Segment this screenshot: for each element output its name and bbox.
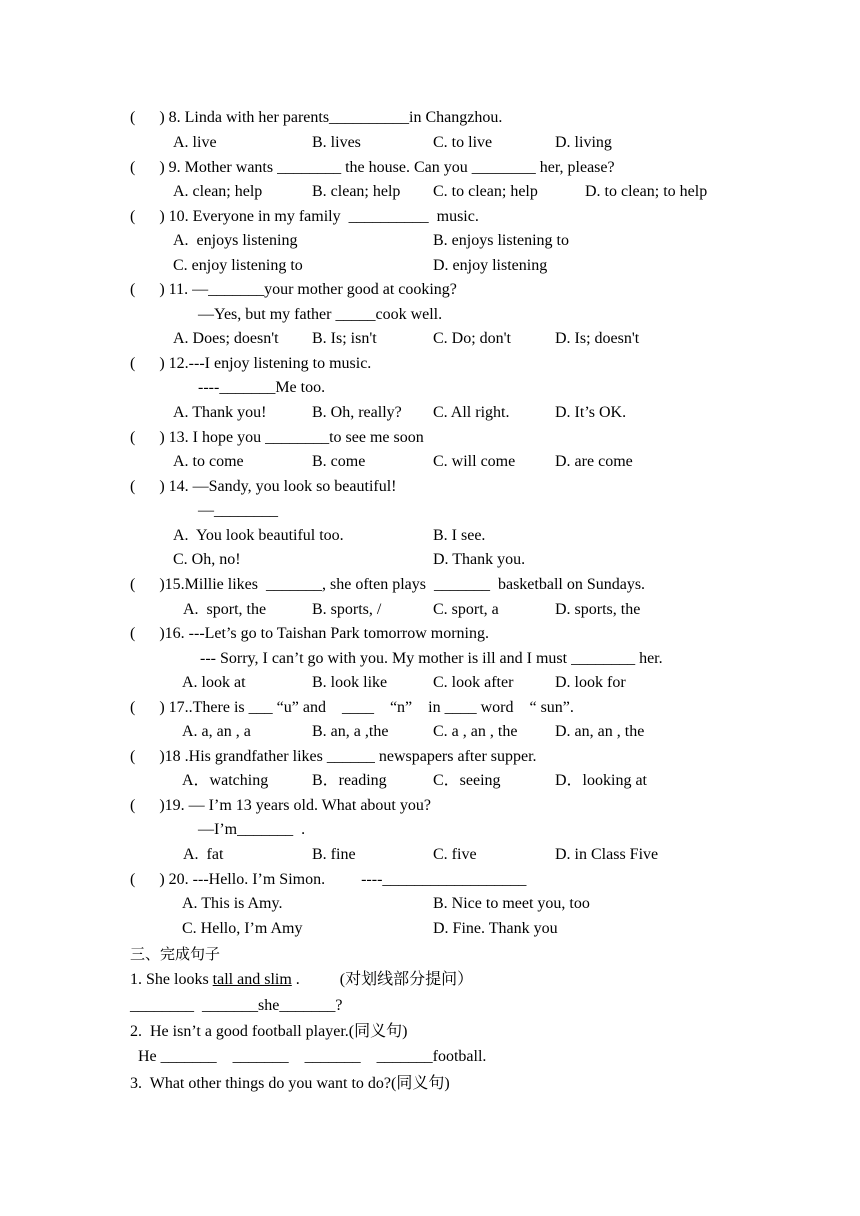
q13-option-c: C. will come xyxy=(433,453,516,470)
q10-option-c: C. enjoy listening to xyxy=(173,257,303,274)
q16-option-d: D. look for xyxy=(555,674,626,691)
question-10-stem: ( ) 10. Everyone in my family __________ music. xyxy=(130,208,479,225)
q9-option-b: B. clean; help xyxy=(312,183,401,200)
q8-option-a: A. live xyxy=(173,134,217,151)
question-9-stem: ( ) 9. Mother wants ________ the house. Can you ________ her, please? xyxy=(130,159,615,176)
q17-option-b: B. an, a ,the xyxy=(312,723,389,740)
question-15-stem: ( )15.Millie likes _______, she often plays _______ basketball on Sundays. xyxy=(130,576,646,593)
q12-option-a: A. Thank you! xyxy=(173,404,267,421)
question-16-stem: ( )16. ---Let’s go to Taishan Park tomorrow morning. xyxy=(130,625,489,642)
q15-option-b: B. sports, / xyxy=(312,601,382,618)
question-11-sub: —Yes, but my father _____cook well. xyxy=(198,306,443,323)
sentence-2-blank: He _______ _______ _______ _______football. xyxy=(130,1048,487,1065)
sentence-1-underlined: tall and slim xyxy=(212,971,292,988)
q15-option-a: A. sport, the xyxy=(183,601,267,618)
q11-option-c: C. Do; don't xyxy=(433,330,511,347)
q15-option-c: C. sport, a xyxy=(433,601,499,618)
q20-option-b: B. Nice to meet you, too xyxy=(433,895,590,912)
q12-option-b: B. Oh, really? xyxy=(312,404,402,421)
question-18-stem: ( )18 .His grandfather likes ______ newspapers after supper. xyxy=(130,748,537,765)
question-14-stem: ( ) 14. —Sandy, you look so beautiful! xyxy=(130,478,397,495)
question-14-sub: —________ xyxy=(198,502,278,519)
q17-option-d: D. an, an , the xyxy=(555,723,645,740)
q18-option-a: A．watching xyxy=(182,772,269,789)
q8-option-c: C. to live xyxy=(433,134,493,151)
q16-option-c: C. look after xyxy=(433,674,514,691)
section-3-title: 三、完成句子 xyxy=(130,945,221,963)
q13-option-b: B. come xyxy=(312,453,366,470)
q18-option-d: D．looking at xyxy=(555,772,647,789)
question-17-stem: ( ) 17..There is ___ “u” and ____ “n” in ____ word “ sun”. xyxy=(130,699,574,716)
sentence-1 xyxy=(130,970,473,990)
sentence-2: 2. He isn’t a good football player.(同义句) xyxy=(130,1023,408,1040)
q17-option-a: A. a, an , a xyxy=(182,723,251,740)
q12-option-d: D. It’s OK. xyxy=(555,404,627,421)
sentence-1-pre: 1. She looks xyxy=(130,971,213,988)
q19-option-a: A. fat xyxy=(183,846,224,863)
q19-option-c: C. five xyxy=(433,846,477,863)
q17-option-c: C. a , an , the xyxy=(433,723,518,740)
q14-option-c: C. Oh, no! xyxy=(173,551,241,568)
q13-option-d: D. are come xyxy=(555,453,633,470)
question-12-sub: ----_______Me too. xyxy=(198,379,326,396)
q10-option-a: A. enjoys listening xyxy=(173,232,298,249)
sentence-3: 3. What other things do you want to do?(同义句) xyxy=(130,1075,450,1092)
q11-option-a: A. Does; doesn't xyxy=(173,330,279,347)
q8-option-d: D. living xyxy=(555,134,612,151)
q11-option-b: B. Is; isn't xyxy=(312,330,377,347)
q12-option-c: C. All right. xyxy=(433,404,510,421)
q19-option-b: B. fine xyxy=(312,846,356,863)
q14-option-a: A. You look beautiful too. xyxy=(173,527,344,544)
q16-option-a: A. look at xyxy=(182,674,246,691)
q18-option-c: C．seeing xyxy=(433,772,501,789)
q19-option-d: D. in Class Five xyxy=(555,846,659,863)
question-19-sub: —I’m_______ . xyxy=(198,821,306,838)
q8-option-b: B. lives xyxy=(312,134,361,151)
q14-option-d: D. Thank you. xyxy=(433,551,526,568)
sentence-1-blank: ________ _______she_______? xyxy=(130,997,343,1014)
q9-option-a: A. clean; help xyxy=(173,183,263,200)
question-13-stem: ( ) 13. I hope you ________to see me soon xyxy=(130,429,424,446)
q13-option-a: A. to come xyxy=(173,453,244,470)
q11-option-d: D. Is; doesn't xyxy=(555,330,640,347)
question-19-stem: ( )19. — I’m 13 years old. What about you? xyxy=(130,797,431,814)
question-8-stem: ( ) 8. Linda with her parents__________in Changzhou. xyxy=(130,109,503,126)
q18-option-b: B．reading xyxy=(312,772,387,789)
q20-option-c: C. Hello, I’m Amy xyxy=(182,920,303,937)
q10-option-d: D. enjoy listening xyxy=(433,257,548,274)
q9-option-c: C. to clean; help xyxy=(433,183,538,200)
question-11-stem: ( ) 11. —_______your mother good at cooking? xyxy=(130,281,457,298)
q10-option-b: B. enjoys listening to xyxy=(433,232,569,249)
question-12-stem: ( ) 12.---I enjoy listening to music. xyxy=(130,355,372,372)
q14-option-b: B. I see. xyxy=(433,527,486,544)
question-20-stem: ( ) 20. ---Hello. I’m Simon. ----__________________ xyxy=(130,871,527,888)
q20-option-d: D. Fine. Thank you xyxy=(433,920,558,937)
q20-option-a: A. This is Amy. xyxy=(182,895,283,912)
question-16-sub: --- Sorry, I can’t go with you. My mother is ill and I must ________ her. xyxy=(200,650,663,667)
q16-option-b: B. look like xyxy=(312,674,388,691)
q9-option-d: D. to clean; to help xyxy=(585,183,708,200)
q15-option-d: D. sports, the xyxy=(555,601,641,618)
sentence-1-post: . (对划线部分提问） xyxy=(291,971,474,988)
